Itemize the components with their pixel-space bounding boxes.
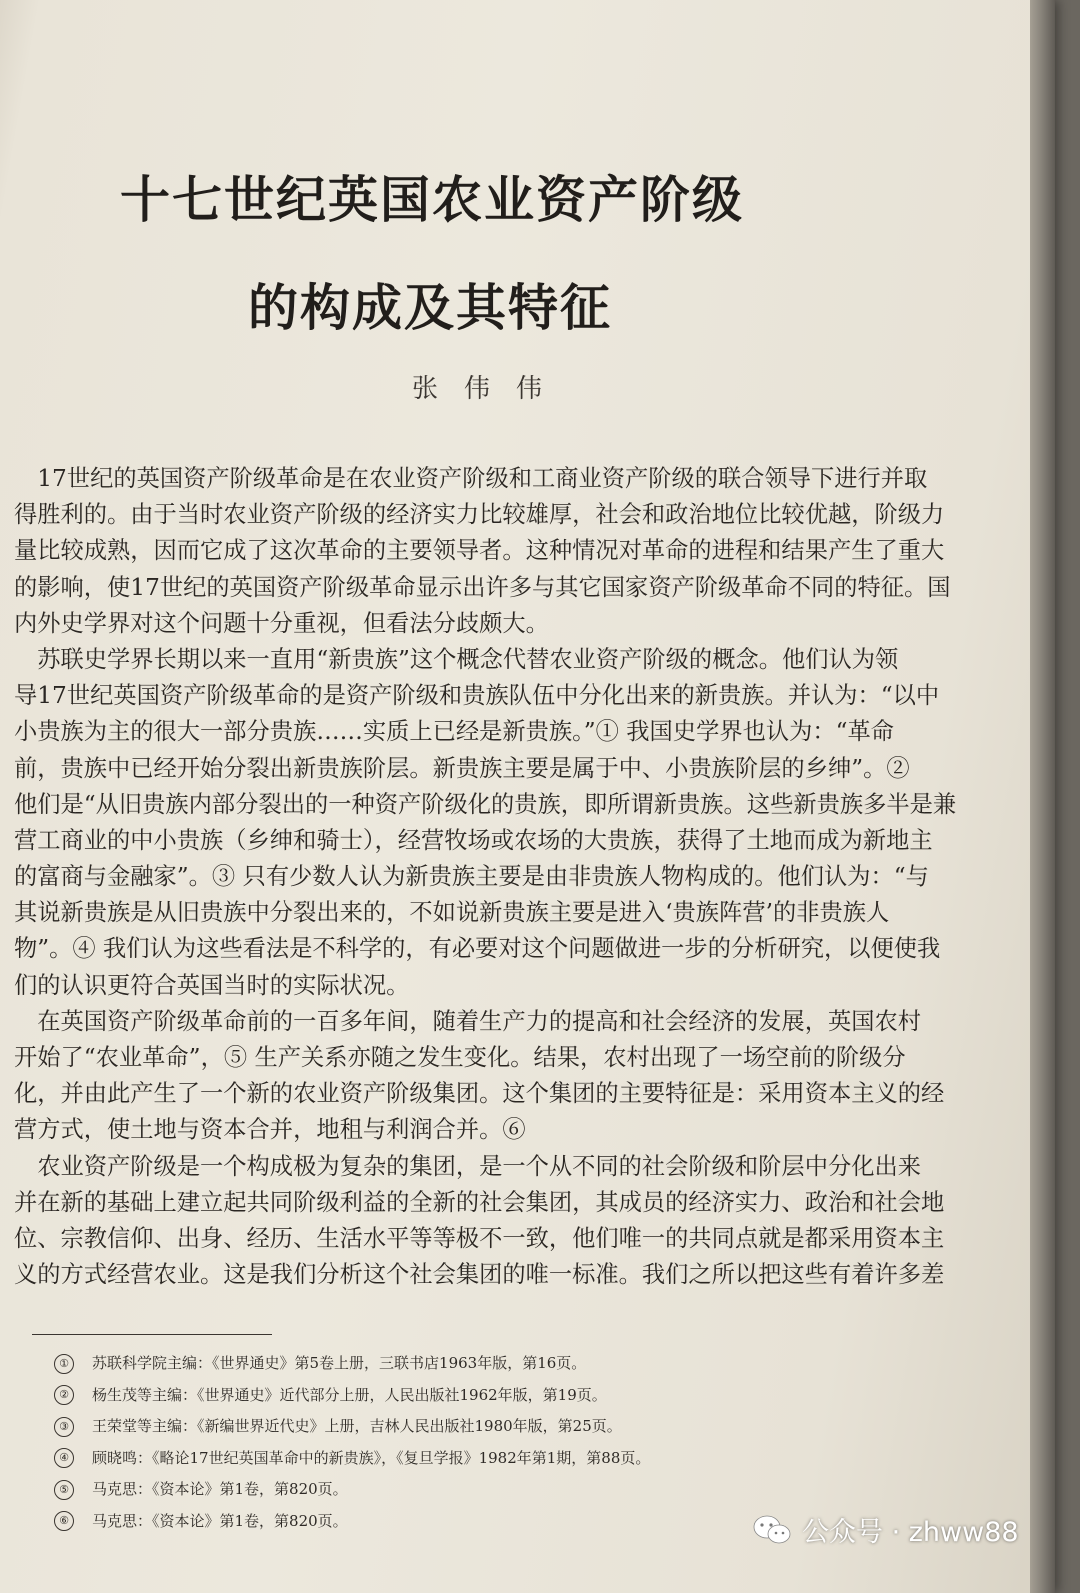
footnote-item	[54, 1506, 854, 1538]
article-title-line-1: 十七世纪英国农业资产阶级	[120, 171, 744, 229]
body-text-line: 物”。④ 我们认为这些看法是不科学的，有必要对这个问题做进一步的分析研究，以便使我	[14, 934, 941, 963]
article-title-line-2: 的构成及其特征	[248, 279, 612, 337]
body-text-line: 义的方式经营农业。这是我们分析这个社会集团的唯一标准。我们之所以把这些有着许多差	[14, 1260, 945, 1289]
wechat-icon	[752, 1514, 792, 1546]
footnote-number: ①	[54, 1354, 74, 1374]
footnote-item	[54, 1348, 854, 1380]
body-text-line: 开始了“农业革命”，⑤ 生产关系亦随之发生变化。结果，农村出现了一场空前的阶级分	[14, 1043, 906, 1071]
footnote-text: 马克思：《资本论》第1卷，第820页。	[92, 1480, 348, 1498]
footnote-item	[54, 1474, 854, 1506]
body-text-line: 的影响，使17世纪的英国资产阶级革命显示出许多与其它国家资产阶级革命不同的特征。国	[14, 572, 951, 601]
watermark-text: 公众号 · zhww88	[802, 1517, 1019, 1548]
page-edge	[1030, 0, 1055, 1593]
body-text-line: 17世纪的英国资产阶级革命是在农业资产阶级和工商业资产阶级的联合领导下进行并取	[14, 464, 928, 492]
footnote-text: 苏联科学院主编：《世界通史》第5卷上册，三联书店1963年版，第16页。	[92, 1354, 587, 1372]
footnote-number: ⑥	[54, 1511, 74, 1531]
footnote-number: ④	[54, 1448, 74, 1468]
article-body	[14, 460, 974, 1292]
body-text-line: 其说新贵族是从旧贵族中分裂出来的，不如说新贵族主要是进入‘贵族阵营’的非贵族人	[14, 898, 890, 927]
footnote-number: ②	[54, 1385, 74, 1405]
footnotes	[54, 1348, 854, 1537]
footnote-divider	[32, 1334, 272, 1335]
footnote-text: 王荣堂等主编：《新编世界近代史》上册，吉林人民出版社1980年版，第25页。	[92, 1417, 622, 1435]
body-text-line: 得胜利的。由于当时农业资产阶级的经济实力比较雄厚，社会和政治地位比较优越，阶级力	[14, 500, 945, 529]
footnote-item	[54, 1411, 854, 1443]
body-text-line: 并在新的基础上建立起共同阶级利益的全新的社会集团，其成员的经济实力、政治和社会地	[14, 1187, 945, 1216]
footnote-text: 杨生茂等主编：《世界通史》近代部分上册，人民出版社1962年版，第19页。	[92, 1385, 607, 1404]
footnote-number: ⑤	[54, 1480, 74, 1500]
body-text-line: 他们是“从旧贵族内部分裂出的一种资产阶级化的贵族，即所谓新贵族。这些新贵族多半是兼	[14, 789, 957, 818]
body-text-line: 在英国资产阶级革命前的一百多年间，随着生产力的提高和社会经济的发展，英国农村	[14, 1006, 921, 1035]
body-text-line: 营工商业的中小贵族（乡绅和骑士），经营牧场或农场的大贵族，获得了土地而成为新地主	[14, 825, 933, 854]
footnote-item	[54, 1443, 854, 1475]
body-text-line: 小贵族为主的很大一部分贵族……实质上已经是新贵族。”① 我国史学界也认为：“革命	[14, 717, 895, 746]
body-text-line: 位、宗教信仰、出身、经历、生活水平等等极不一致，他们唯一的共同点就是都采用资本主	[14, 1223, 945, 1252]
watermark	[752, 1510, 1019, 1549]
body-text-line: 苏联史学界长期以来一直用“新贵族”这个概念代替农业资产阶级的概念。他们认为领	[14, 644, 899, 673]
body-text-line: 前，贵族中已经开始分裂出新贵族阶层。新贵族主要是属于中、小贵族阶层的乡绅”。②	[14, 753, 910, 782]
footnote-item	[54, 1380, 854, 1412]
body-text-line: 化，并由此产生了一个新的农业资产阶级集团。这个集团的主要特征是：采用资本主义的经	[14, 1079, 945, 1108]
footnote-number: ③	[54, 1417, 74, 1437]
author-name: 张伟伟	[411, 374, 568, 404]
footnote-text: 马克思：《资本论》第1卷，第820页。	[92, 1511, 348, 1530]
body-text-line: 营方式，使土地与资本合并，地租与利润合并。⑥	[14, 1115, 526, 1144]
body-text-line: 导17世纪英国资产阶级革命的是资产阶级和贵族队伍中分化出来的新贵族。并认为：“以中	[14, 681, 940, 710]
body-text-line: 农业资产阶级是一个构成极为复杂的集团，是一个从不同的社会阶级和阶层中分化出来	[14, 1151, 921, 1180]
footnote-text: 顾晓鸣：《略论17世纪英国革命中的新贵族》，《复旦学报》1982年第1期，第88页。	[92, 1448, 651, 1467]
body-text-line: 们的认识更符合英国当时的实际状况。	[14, 970, 410, 999]
body-text-line: 量比较成熟，因而它成了这次革命的主要领导者。这种情况对革命的进程和结果产生了重大	[14, 536, 945, 565]
body-text-line: 内外史学界对这个问题十分重视，但看法分歧颇大。	[14, 608, 549, 637]
body-text-line: 的富商与金融家”。③ 只有少数人认为新贵族主要是由非贵族人物构成的。他们认为：“与	[14, 862, 929, 891]
